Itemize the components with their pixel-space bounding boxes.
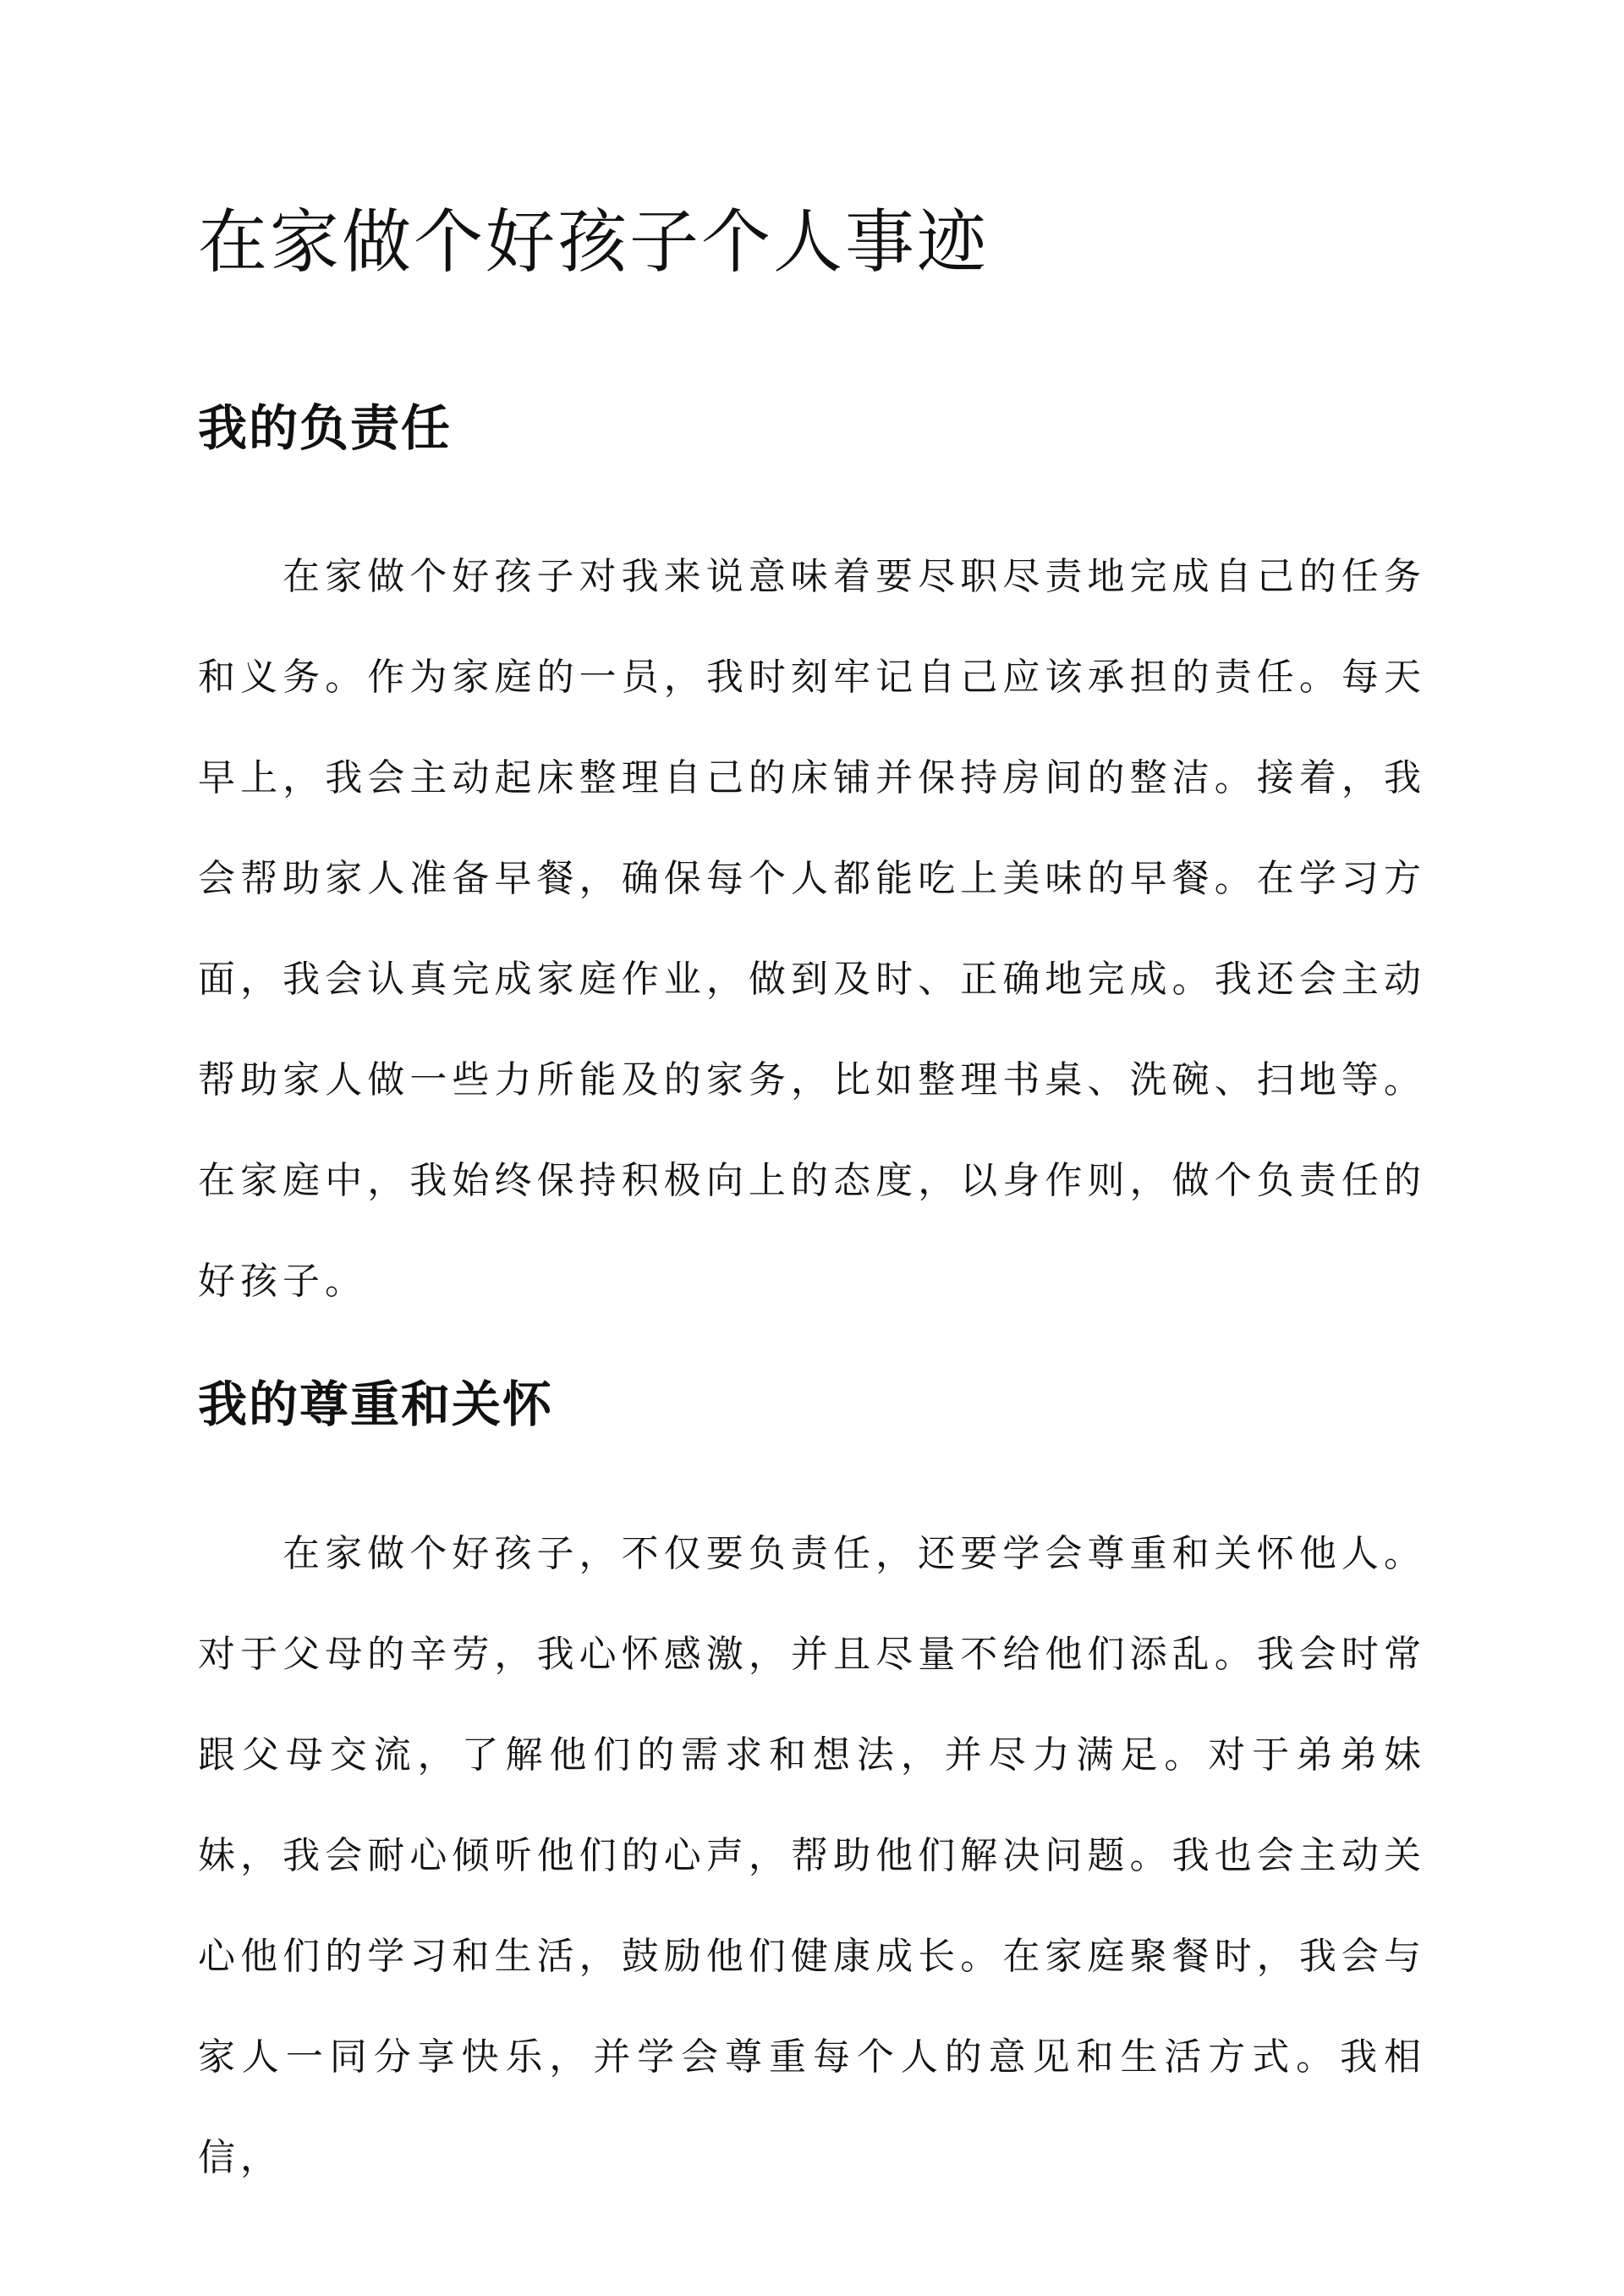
section-heading-respect-care: 我的尊重和关怀: [198, 1376, 554, 1433]
section-paragraph-respect-care: 在家做个好孩子，不仅要负责任，还要学会尊重和关怀他人。对于父母的辛劳，我心怀感激，并且尽量不给他们添乱。我会时常跟父母交流，了解他们的需求和想法，并尽力满足。对于弟弟妹妹，我会耐心倾听他们的心声，帮助他们解决问题。我也会主动关心他们的学习和生活，鼓励他们健康成长。在家庭聚餐时，我会与家人一同分享快乐，并学会尊重每个人的意见和生活方式。我相信，: [198, 1532, 1426, 2179]
section-paragraph-responsibility: 在家做个好孩子对我来说意味着要尽职尽责地完成自己的任务和义务。作为家庭的一员，我时刻牢记自己应该承担的责任。每天早上，我会主动起床整理自己的床铺并保持房间的整洁。接着，我会帮助家人准备早餐，确保每个人都能吃上美味的早餐。在学习方面，我会认真完成家庭作业，做到及时、正确地完成。我还会主动帮助家人做一些力所能及的家务，比如整理书桌、洗碗、扫地等。在家庭中，我始终保持积极向上的态度，以身作则，做个负责任的好孩子。: [198, 555, 1426, 1303]
document-title: 在家做个好孩子个人事迹: [198, 202, 990, 283]
section-heading-responsibility: 我的负责任: [198, 399, 453, 457]
